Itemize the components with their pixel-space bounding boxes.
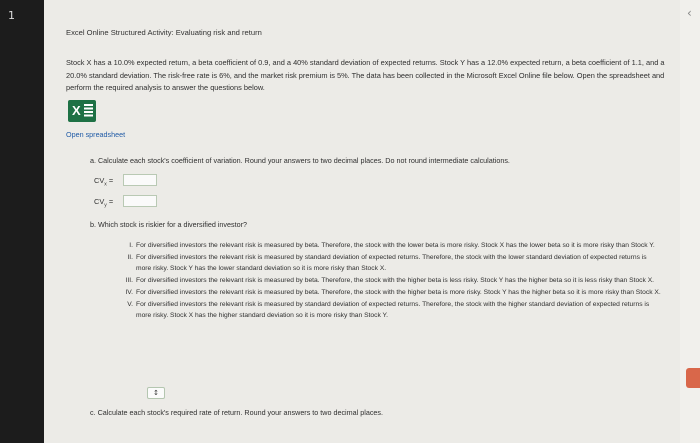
answer-option	[116, 275, 661, 286]
excel-letter-icon: X	[72, 103, 81, 118]
answer-option	[116, 299, 661, 321]
option-number: I.	[129, 242, 133, 249]
option-text: For diversified investors the relevant risk is measured by standard deviation of expected returns. Therefore, the stock with the lower standard deviation of expected returns is more risky. Stock Y has the lower standard deviation so it is more risky than Stock X.	[136, 254, 647, 273]
option-text: For diversified investors the relevant risk is measured by beta. Therefore, the stock with the lower beta is more risky. Stock X has the lower beta so it is more risky than Stock Y.	[136, 242, 655, 249]
strip-mark-icon: 1	[8, 9, 15, 22]
excel-file-icon[interactable]	[68, 100, 96, 122]
cvx-equals: =	[108, 176, 114, 185]
excel-grid-icon	[84, 104, 93, 118]
cvy-input[interactable]	[123, 195, 157, 207]
cvy-label-sub: y	[104, 202, 107, 209]
answer-option	[116, 252, 661, 274]
question-page	[44, 0, 680, 443]
option-number: II.	[127, 254, 133, 261]
cvx-label-sub: x	[104, 181, 107, 188]
cvx-input[interactable]	[123, 174, 157, 186]
cvy-label	[94, 197, 113, 208]
option-number: IV.	[125, 289, 133, 297]
option-text: For diversified investors the relevant risk is measured by beta. Therefore, the stock with the higher beta is less risky. Stock Y has the higher beta so it is less risky than Stock X.	[136, 277, 655, 285]
cvy-equals: =	[108, 197, 114, 206]
question-a-text: a. Calculate each stock's coefficient of variation. Round your answers to two decimal places. Do not round intermediate calculations.	[90, 156, 510, 165]
chevron-left-icon[interactable]: ‹	[687, 6, 692, 20]
answer-option	[116, 240, 661, 251]
answer-options-list	[116, 240, 661, 322]
option-number: V.	[127, 301, 133, 309]
answer-option	[116, 287, 661, 298]
option-text: For diversified investors the relevant risk is measured by beta. Therefore, the stock with the higher beta is more risky. Stock Y has the higher beta so it is more risky than Stock X.	[136, 289, 661, 297]
side-tab[interactable]	[686, 368, 700, 388]
cvx-label	[94, 176, 113, 187]
question-c-text: c. Calculate each stock's required rate of return. Round your answers to two decimal places.	[90, 408, 384, 417]
answer-select-dropdown[interactable]	[147, 387, 165, 399]
intro-paragraph: Stock X has a 10.0% expected return, a beta coefficient of 0.9, and a 40% standard deviation of expected returns. Stock Y has a 12.0% expected return, a beta coefficient of 1.1, and a 20.0% standard deviation. The risk-free rate is 6%, and the market risk premium is 5%. The data has been collected in the Microsoft Excel Online file below. Open the spreadsheet and perform the required analysis to answer the questions below.	[66, 58, 665, 93]
activity-title: Excel Online Structured Activity: Evaluating risk and return	[66, 28, 262, 37]
open-spreadsheet-link[interactable]: Open spreadsheet	[66, 130, 126, 139]
question-b-text: b. Which stock is riskier for a diversified investor?	[90, 220, 247, 229]
cvy-label-main: CV	[94, 197, 105, 206]
select-arrows-icon: ↕	[153, 389, 159, 397]
option-number: III.	[125, 277, 133, 285]
option-text: For diversified investors the relevant risk is measured by standard deviation of expected returns. Therefore, the stock with the higher standard deviation of expected returns is more risky. Stock X has the higher standard deviation so it is more risky than Stock Y.	[136, 301, 650, 320]
left-dark-strip	[0, 0, 44, 443]
cvx-label-main: CV	[94, 176, 105, 185]
